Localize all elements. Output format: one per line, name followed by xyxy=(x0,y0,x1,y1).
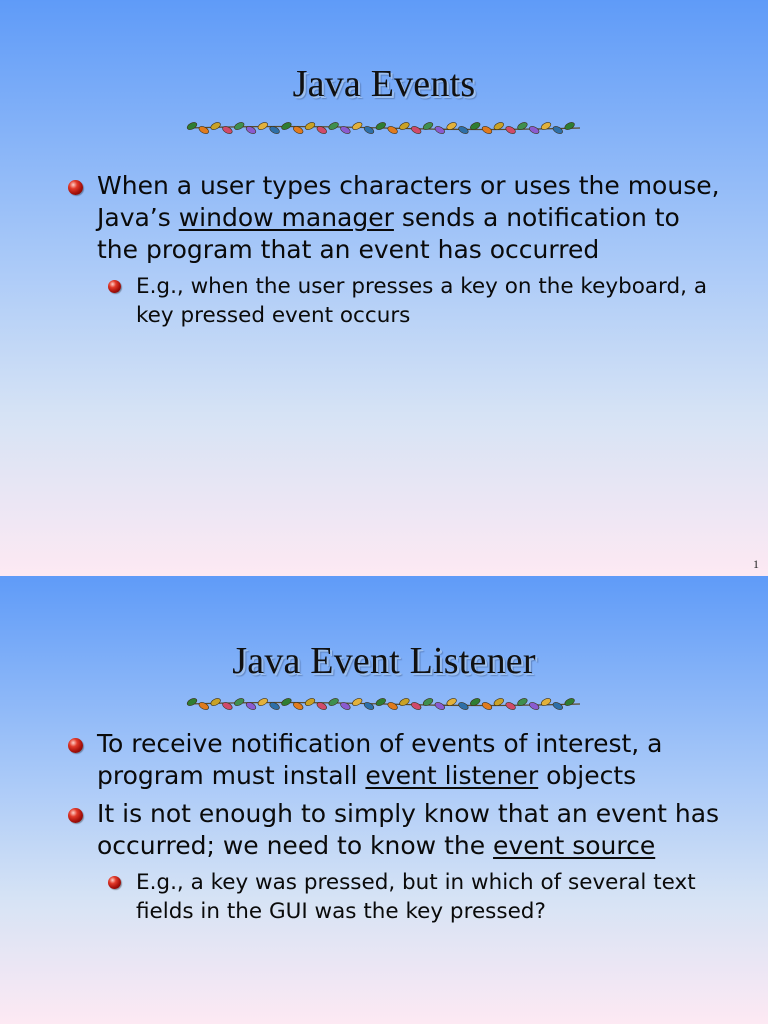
list-item xyxy=(66,170,726,266)
underlined-term: event listener xyxy=(365,761,539,790)
underlined-term: window manager xyxy=(178,203,394,232)
red-sphere-bullet-icon xyxy=(108,876,121,889)
red-sphere-bullet-icon xyxy=(68,808,83,823)
sub-list-item xyxy=(106,272,726,330)
bullet-text: When a user types characters or uses the mouse, Java’s xyxy=(97,171,720,232)
bullet-text: sends a notification to the program that an event has occurred xyxy=(97,203,680,264)
bullet-list xyxy=(66,170,726,334)
leaf-garland-divider-icon xyxy=(186,697,582,711)
slide-2 xyxy=(0,576,768,1024)
bullet-text: To receive notification of events of interest, a program must install xyxy=(97,729,663,790)
underlined-term: event source xyxy=(493,831,656,860)
sub-bullet-text: E.g., a key was pressed, but in which of several text fields in the GUI was the key pressed? xyxy=(136,870,696,924)
red-sphere-bullet-icon xyxy=(68,180,83,195)
bullet-text: objects xyxy=(538,761,637,790)
bullet-list xyxy=(66,728,726,930)
red-sphere-bullet-icon xyxy=(68,738,83,753)
slide-number: 1 xyxy=(753,557,759,571)
list-item xyxy=(66,728,726,792)
sub-list-item xyxy=(106,868,726,926)
sub-bullet-text: E.g., when the user presses a key on the keyboard, a key pressed event occurs xyxy=(136,274,707,328)
bullet-text: It is not enough to simply know that an event has occurred; we need to know the xyxy=(97,799,720,860)
list-item xyxy=(66,798,726,862)
slide-title: Java Event Listener xyxy=(232,640,536,682)
leaf-garland-divider-icon xyxy=(186,121,582,135)
red-sphere-bullet-icon xyxy=(108,280,121,293)
slide-title: Java Events xyxy=(292,63,476,105)
